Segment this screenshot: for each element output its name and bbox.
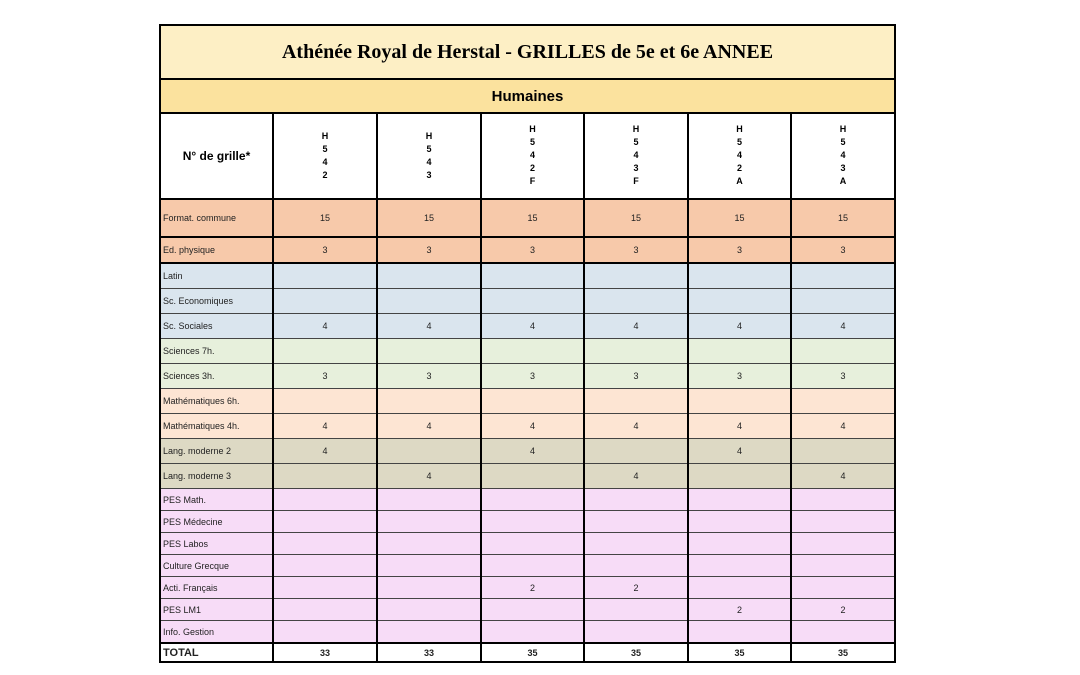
- hours-cell: 3: [584, 237, 688, 263]
- hours-cell: 4: [377, 314, 481, 339]
- grid-code-header: [377, 113, 481, 199]
- hours-cell: 15: [273, 199, 377, 237]
- hours-cell: [791, 439, 895, 464]
- hours-cell: [584, 511, 688, 533]
- grid-number-label: N° de grille*: [160, 113, 273, 199]
- hours-cell: [791, 511, 895, 533]
- hours-cell: [688, 389, 791, 414]
- hours-cell: [481, 599, 584, 621]
- hours-cell: [377, 439, 481, 464]
- grid-code-char: A: [736, 176, 743, 186]
- hours-cell: 3: [481, 237, 584, 263]
- table-row: [160, 439, 895, 464]
- grid-code: [840, 123, 847, 188]
- total-cell: 33: [377, 643, 481, 662]
- grid-code-header: [791, 113, 895, 199]
- total-cell: 35: [791, 643, 895, 662]
- hours-cell: [584, 263, 688, 289]
- table-row: [160, 414, 895, 439]
- subject-label: Mathématiques 4h.: [160, 414, 273, 439]
- hours-cell: [481, 289, 584, 314]
- hours-cell: 4: [273, 439, 377, 464]
- hours-cell: [273, 599, 377, 621]
- hours-cell: 4: [688, 439, 791, 464]
- subject-label: PES Médecine: [160, 511, 273, 533]
- table-row: [160, 314, 895, 339]
- grid-code-char: 4: [840, 150, 846, 160]
- hours-cell: [584, 339, 688, 364]
- hours-cell: 3: [273, 364, 377, 389]
- hours-cell: [688, 511, 791, 533]
- table-row: [160, 489, 895, 511]
- hours-cell: [688, 289, 791, 314]
- hours-cell: [377, 489, 481, 511]
- subject-label: Sc. Sociales: [160, 314, 273, 339]
- grid-code-header: [584, 113, 688, 199]
- grid-code-char: 3: [426, 169, 432, 180]
- total-cell: 33: [273, 643, 377, 662]
- subject-label: Culture Grecque: [160, 555, 273, 577]
- hours-cell: 4: [688, 314, 791, 339]
- hours-cell: [377, 555, 481, 577]
- hours-cell: 4: [273, 414, 377, 439]
- hours-cell: 3: [791, 364, 895, 389]
- hours-cell: [273, 289, 377, 314]
- hours-cell: 4: [584, 414, 688, 439]
- hours-cell: 3: [688, 364, 791, 389]
- grid-code-char: 4: [426, 156, 432, 167]
- subject-label: Latin: [160, 263, 273, 289]
- hours-cell: [791, 533, 895, 555]
- grid-code-char: 4: [529, 150, 535, 160]
- subject-label: Sciences 3h.: [160, 364, 273, 389]
- table-row: [160, 464, 895, 489]
- hours-cell: 15: [481, 199, 584, 237]
- grid-code-char: 3: [840, 163, 846, 173]
- hours-cell: 4: [791, 464, 895, 489]
- hours-cell: 2: [688, 599, 791, 621]
- hours-cell: [273, 464, 377, 489]
- hours-cell: 15: [791, 199, 895, 237]
- grid-code-header: [273, 113, 377, 199]
- hours-cell: 15: [377, 199, 481, 237]
- hours-cell: [688, 555, 791, 577]
- hours-cell: [377, 577, 481, 599]
- hours-cell: [481, 621, 584, 644]
- table-row: [160, 621, 895, 644]
- hours-cell: 4: [481, 314, 584, 339]
- hours-cell: 4: [273, 314, 377, 339]
- subject-label: PES Labos: [160, 533, 273, 555]
- table-row: [160, 555, 895, 577]
- grid-code-char: 2: [529, 163, 535, 173]
- table-row: [160, 599, 895, 621]
- table-row: [160, 577, 895, 599]
- hours-cell: [481, 533, 584, 555]
- subject-label: Sciences 7h.: [160, 339, 273, 364]
- grid-code-char: H: [632, 124, 640, 134]
- hours-cell: [481, 555, 584, 577]
- hours-cell: [481, 489, 584, 511]
- hours-cell: [688, 263, 791, 289]
- table-row: [160, 289, 895, 314]
- grid-code-char: 5: [633, 137, 639, 147]
- hours-cell: [791, 489, 895, 511]
- grid-code-char: H: [321, 130, 329, 141]
- hours-cell: [377, 533, 481, 555]
- grid-code-char: 4: [633, 150, 639, 160]
- hours-cell: [688, 577, 791, 599]
- hours-cell: [688, 489, 791, 511]
- hours-cell: [481, 263, 584, 289]
- grid-code: [322, 130, 329, 182]
- hours-cell: [584, 599, 688, 621]
- grid-code-char: H: [736, 124, 743, 134]
- hours-cell: [584, 533, 688, 555]
- hours-cell: 3: [273, 237, 377, 263]
- grid-code-char: H: [425, 130, 433, 141]
- grid-code-header: [688, 113, 791, 199]
- grid-code: [529, 123, 536, 188]
- grid-code: [633, 123, 640, 188]
- total-row: [160, 643, 895, 662]
- hours-cell: [377, 263, 481, 289]
- table-row: [160, 199, 895, 237]
- hours-cell: [584, 489, 688, 511]
- table-row: [160, 237, 895, 263]
- hours-cell: 4: [584, 314, 688, 339]
- grid-code-char: 3: [633, 163, 639, 173]
- grid-code-char: 5: [426, 143, 432, 154]
- hours-cell: [273, 339, 377, 364]
- subject-label: Acti. Français: [160, 577, 273, 599]
- total-cell: 35: [481, 643, 584, 662]
- grid-code-char: 4: [736, 150, 742, 160]
- hours-cell: 3: [377, 237, 481, 263]
- hours-cell: [688, 533, 791, 555]
- hours-cell: [273, 621, 377, 644]
- grid-code-char: 2: [322, 169, 328, 180]
- grid-code-char: 5: [840, 137, 846, 147]
- hours-cell: [273, 533, 377, 555]
- hours-cell: [377, 339, 481, 364]
- subject-label: Mathématiques 6h.: [160, 389, 273, 414]
- grid-code: [736, 123, 743, 188]
- hours-cell: 2: [584, 577, 688, 599]
- grid-code-char: H: [529, 124, 536, 134]
- hours-cell: 15: [584, 199, 688, 237]
- hours-cell: [791, 577, 895, 599]
- table-row: [160, 263, 895, 289]
- hours-cell: [377, 621, 481, 644]
- hours-cell: 3: [481, 364, 584, 389]
- subject-label: PES LM1: [160, 599, 273, 621]
- hours-cell: [688, 464, 791, 489]
- grid-code-char: H: [839, 124, 847, 134]
- hours-cell: 4: [481, 414, 584, 439]
- hours-cell: [688, 339, 791, 364]
- grid-code-char: 5: [322, 143, 328, 154]
- subject-label: Ed. physique: [160, 237, 273, 263]
- table-row: [160, 364, 895, 389]
- table-row: [160, 339, 895, 364]
- table-row: [160, 389, 895, 414]
- hours-cell: 4: [791, 314, 895, 339]
- total-cell: 35: [688, 643, 791, 662]
- hours-cell: 4: [377, 414, 481, 439]
- hours-cell: [791, 263, 895, 289]
- hours-cell: [791, 339, 895, 364]
- hours-cell: [584, 621, 688, 644]
- hours-cell: 2: [791, 599, 895, 621]
- grid-code-header: [481, 113, 584, 199]
- subject-label: Info. Gestion: [160, 621, 273, 644]
- grid-code-char: F: [633, 176, 639, 186]
- hours-cell: 4: [688, 414, 791, 439]
- grid-code-char: 4: [322, 156, 328, 167]
- grid-code-char: 5: [529, 137, 535, 147]
- hours-cell: [481, 389, 584, 414]
- grilles-table: [159, 24, 896, 663]
- hours-cell: 4: [584, 464, 688, 489]
- hours-cell: 2: [481, 577, 584, 599]
- hours-cell: [377, 511, 481, 533]
- hours-cell: 3: [688, 237, 791, 263]
- grid-code-char: 5: [736, 137, 742, 147]
- hours-cell: [481, 464, 584, 489]
- hours-cell: [273, 511, 377, 533]
- subject-label: Format. commune: [160, 199, 273, 237]
- subject-label: Sc. Economiques: [160, 289, 273, 314]
- hours-cell: [791, 389, 895, 414]
- hours-cell: 4: [481, 439, 584, 464]
- hours-cell: [273, 389, 377, 414]
- hours-cell: [273, 263, 377, 289]
- hours-cell: [584, 289, 688, 314]
- page-title: Athénée Royal de Herstal - GRILLES de 5e et 6e ANNEE: [160, 25, 895, 79]
- hours-cell: 3: [377, 364, 481, 389]
- grid-code-char: 2: [736, 163, 742, 173]
- hours-cell: [377, 389, 481, 414]
- subject-label: Lang. moderne 2: [160, 439, 273, 464]
- grid-code-char: A: [839, 176, 847, 186]
- hours-cell: [584, 439, 688, 464]
- hours-cell: [584, 389, 688, 414]
- grid-code: [426, 130, 433, 182]
- hours-cell: [481, 339, 584, 364]
- hours-cell: 4: [791, 414, 895, 439]
- total-label: TOTAL: [160, 643, 273, 662]
- subject-label: PES Math.: [160, 489, 273, 511]
- hours-cell: [688, 621, 791, 644]
- hours-cell: [273, 489, 377, 511]
- hours-cell: [377, 289, 481, 314]
- hours-cell: [584, 555, 688, 577]
- total-cell: 35: [584, 643, 688, 662]
- hours-cell: 3: [791, 237, 895, 263]
- hours-cell: [273, 577, 377, 599]
- hours-cell: [481, 511, 584, 533]
- hours-cell: 4: [377, 464, 481, 489]
- grid-code-char: F: [529, 176, 536, 186]
- table-row: [160, 511, 895, 533]
- hours-cell: [273, 555, 377, 577]
- hours-cell: 3: [584, 364, 688, 389]
- hours-cell: 15: [688, 199, 791, 237]
- hours-cell: [377, 599, 481, 621]
- table-row: [160, 533, 895, 555]
- hours-cell: [791, 555, 895, 577]
- subject-label: Lang. moderne 3: [160, 464, 273, 489]
- hours-cell: [791, 289, 895, 314]
- section-title: Humaines: [160, 79, 895, 113]
- hours-cell: [791, 621, 895, 644]
